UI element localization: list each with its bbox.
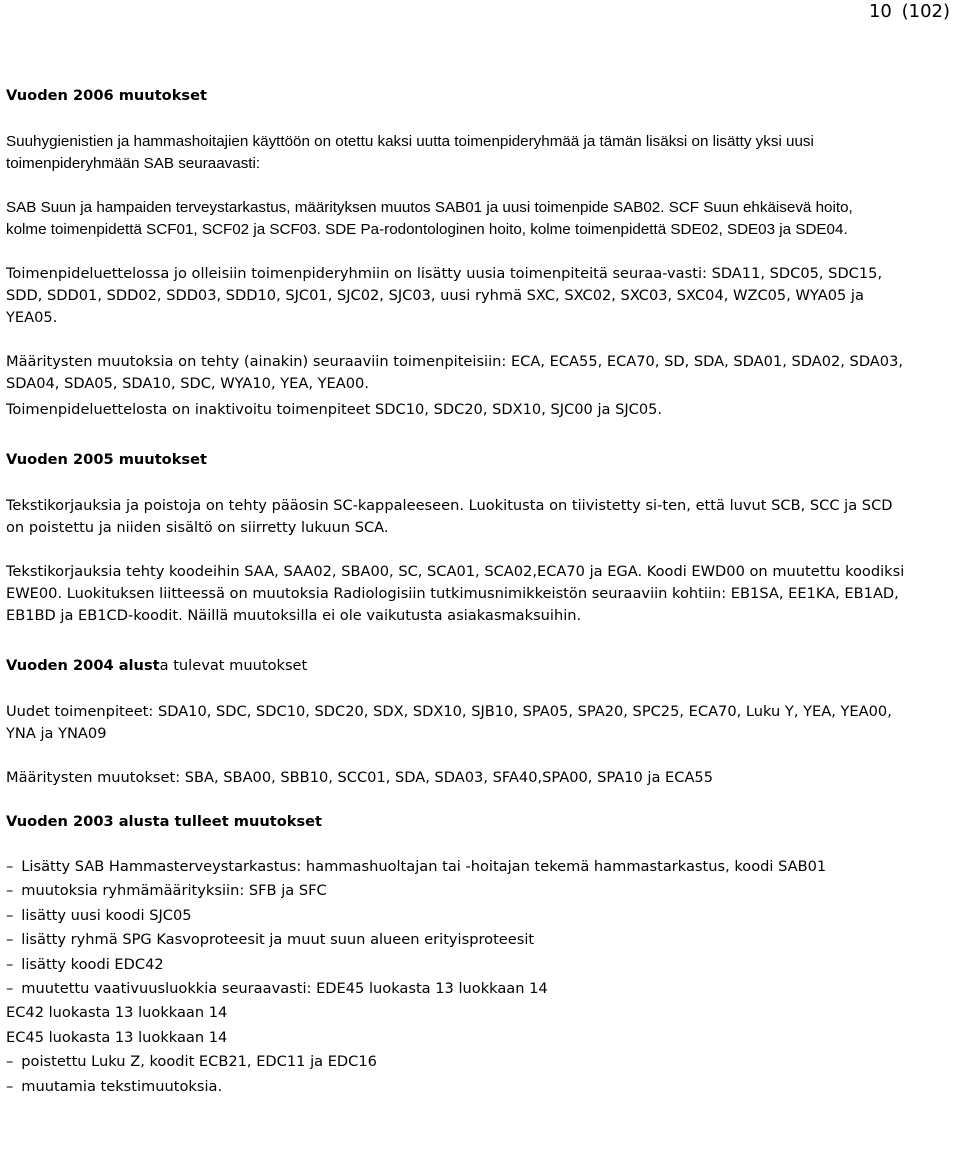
paragraph-2004-definition-changes: Määritysten muutokset: SBA, SBA00, SBB10, SCC01, SDA, SDA03, SFA40,SPA00, SPA10 ja ECA55 <box>6 769 714 786</box>
list-dash: – <box>6 955 14 973</box>
paragraph-2006-sab: SAB Suun ja hampaiden terveystarkastus, määrityksen muutos SAB01 ja uusi toimenpide SAB02. SCF Suun ehkäisevä hoito, kolme toimenpidettä SCF01, SCF02 ja SCF03. SDE Pa-rodontologinen hoito, kolme toimenpidettä SDE02, SDE03 ja SDE04. <box>6 199 853 238</box>
list-item <box>6 1050 956 1074</box>
list-item-text: poistettu Luku Z, koodit ECB21, EDC11 ja EDC16 <box>21 1053 377 1071</box>
list-item <box>6 953 956 977</box>
paragraph-2006-intro: Suuhygienistien ja hammashoitajien käyttöön on otettu kaksi uutta toimenpideryhmää ja tämän lisäksi on lisätty yksi uusi toimenpideryhmään SAB seuraavasti: <box>6 133 814 172</box>
section-heading-2004-bold: Vuoden 2004 alust <box>6 657 160 674</box>
section-heading-2003: Vuoden 2003 alusta tulleet muutokset <box>6 813 323 830</box>
list-dash: – <box>6 979 14 997</box>
paragraph-2006-definitions: Määritysten muutoksia on tehty (ainakin) seuraaviin toimenpiteisiin: ECA, ECA55, ECA70, SD, SDA, SDA01, SDA02, SDA03, SDA04, SDA05, SDA10, SDC, WYA10, YEA, YEA00. <box>6 353 903 392</box>
section-heading-2004 <box>6 655 956 679</box>
list-item-text: lisätty ryhmä SPG Kasvoproteesit ja muut suun alueen erityisproteesit <box>21 931 535 949</box>
list-item-text: muutamia tekstimuutoksia. <box>21 1077 223 1095</box>
changes-list-2003 <box>6 855 956 1099</box>
list-item <box>6 1001 956 1025</box>
list-dash: – <box>6 858 14 875</box>
section-heading-2005: Vuoden 2005 muutokset <box>6 451 207 468</box>
document-body <box>6 85 956 1099</box>
paragraph-2006-inactivated: Toimenpideluettelosta on inaktivoitu toimenpiteet SDC10, SDC20, SDX10, SJC00 ja SJC05. <box>6 401 663 418</box>
list-item <box>6 1075 956 1099</box>
list-item <box>6 1026 956 1050</box>
list-item <box>6 977 956 1001</box>
list-dash: – <box>6 906 14 924</box>
paragraph-2005-corrections: Tekstikorjauksia ja poistoja on tehty pääosin SC-kappaleeseen. Luokitusta on tiivistetty si-ten, että luvut SCB, SCC ja SCD on poistettu ja niiden sisältö on siirretty lukuun SCA. <box>6 497 893 536</box>
section-heading-2006: Vuoden 2006 muutokset <box>6 87 207 104</box>
list-item-text: Lisätty SAB Hammasterveystarkastus: hammashuoltajan tai -hoitajan tekemä hammastarkastus, koodi SAB01 <box>21 858 827 875</box>
list-dash: – <box>6 1077 14 1095</box>
paragraph-2006-additions: Toimenpideluettelossa jo olleisiin toimenpideryhmiin on lisätty uusia toimenpiteitä seuraa-vasti: SDA11, SDC05, SDC15, SDD, SDD01, SDD02, SDD03, SDD10, SJC01, SJC02, SJC03, uusi ryhmä SXC, SXC02, SXC03, SXC04, WZC05, WYA05 ja YEA05. <box>6 265 883 326</box>
list-item <box>6 855 956 879</box>
list-dash: – <box>6 882 14 900</box>
section-heading-2004-rest: a tulevat muutokset <box>159 657 308 674</box>
list-dash: – <box>6 931 14 949</box>
list-item-text: EC45 luokasta 13 luokkaan 14 <box>6 1028 228 1046</box>
list-item <box>6 879 956 903</box>
list-item-text: muutettu vaativuusluokkia seuraavasti: EDE45 luokasta 13 luokkaan 14 <box>21 979 548 997</box>
paragraph-2005-codes: Tekstikorjauksia tehty koodeihin SAA, SAA02, SBA00, SC, SCA01, SCA02,ECA70 ja EGA. Koodi EWD00 on muutettu koodiksi EWE00. Luokituksen liitteessä on muutoksia Radiologisiin tutkimusnimikkeistön seuraaviin kohtiin: EB1SA, EE1KA, EB1AD, EB1BD ja EB1CD-koodit. Näillä muutoksilla ei ole vaikutusta asiakasmaksuihin. <box>6 563 905 624</box>
list-item <box>6 904 956 928</box>
list-item <box>6 928 956 952</box>
list-dash: – <box>6 1053 14 1071</box>
list-item-text: lisätty uusi koodi SJC05 <box>21 906 192 924</box>
list-item-text: EC42 luokasta 13 luokkaan 14 <box>6 1004 228 1022</box>
paragraph-2004-new-procedures: Uudet toimenpiteet: SDA10, SDC, SDC10, SDC20, SDX, SDX10, SJB10, SPA05, SPA20, SPC25, ECA70, Luku Y, YEA, YEA00, YNA ja YNA09 <box>6 703 892 742</box>
page-number: 10 (102) <box>868 1 950 22</box>
list-item-text: lisätty koodi EDC42 <box>21 955 164 973</box>
list-item-text: muutoksia ryhmämäärityksiin: SFB ja SFC <box>21 882 327 900</box>
